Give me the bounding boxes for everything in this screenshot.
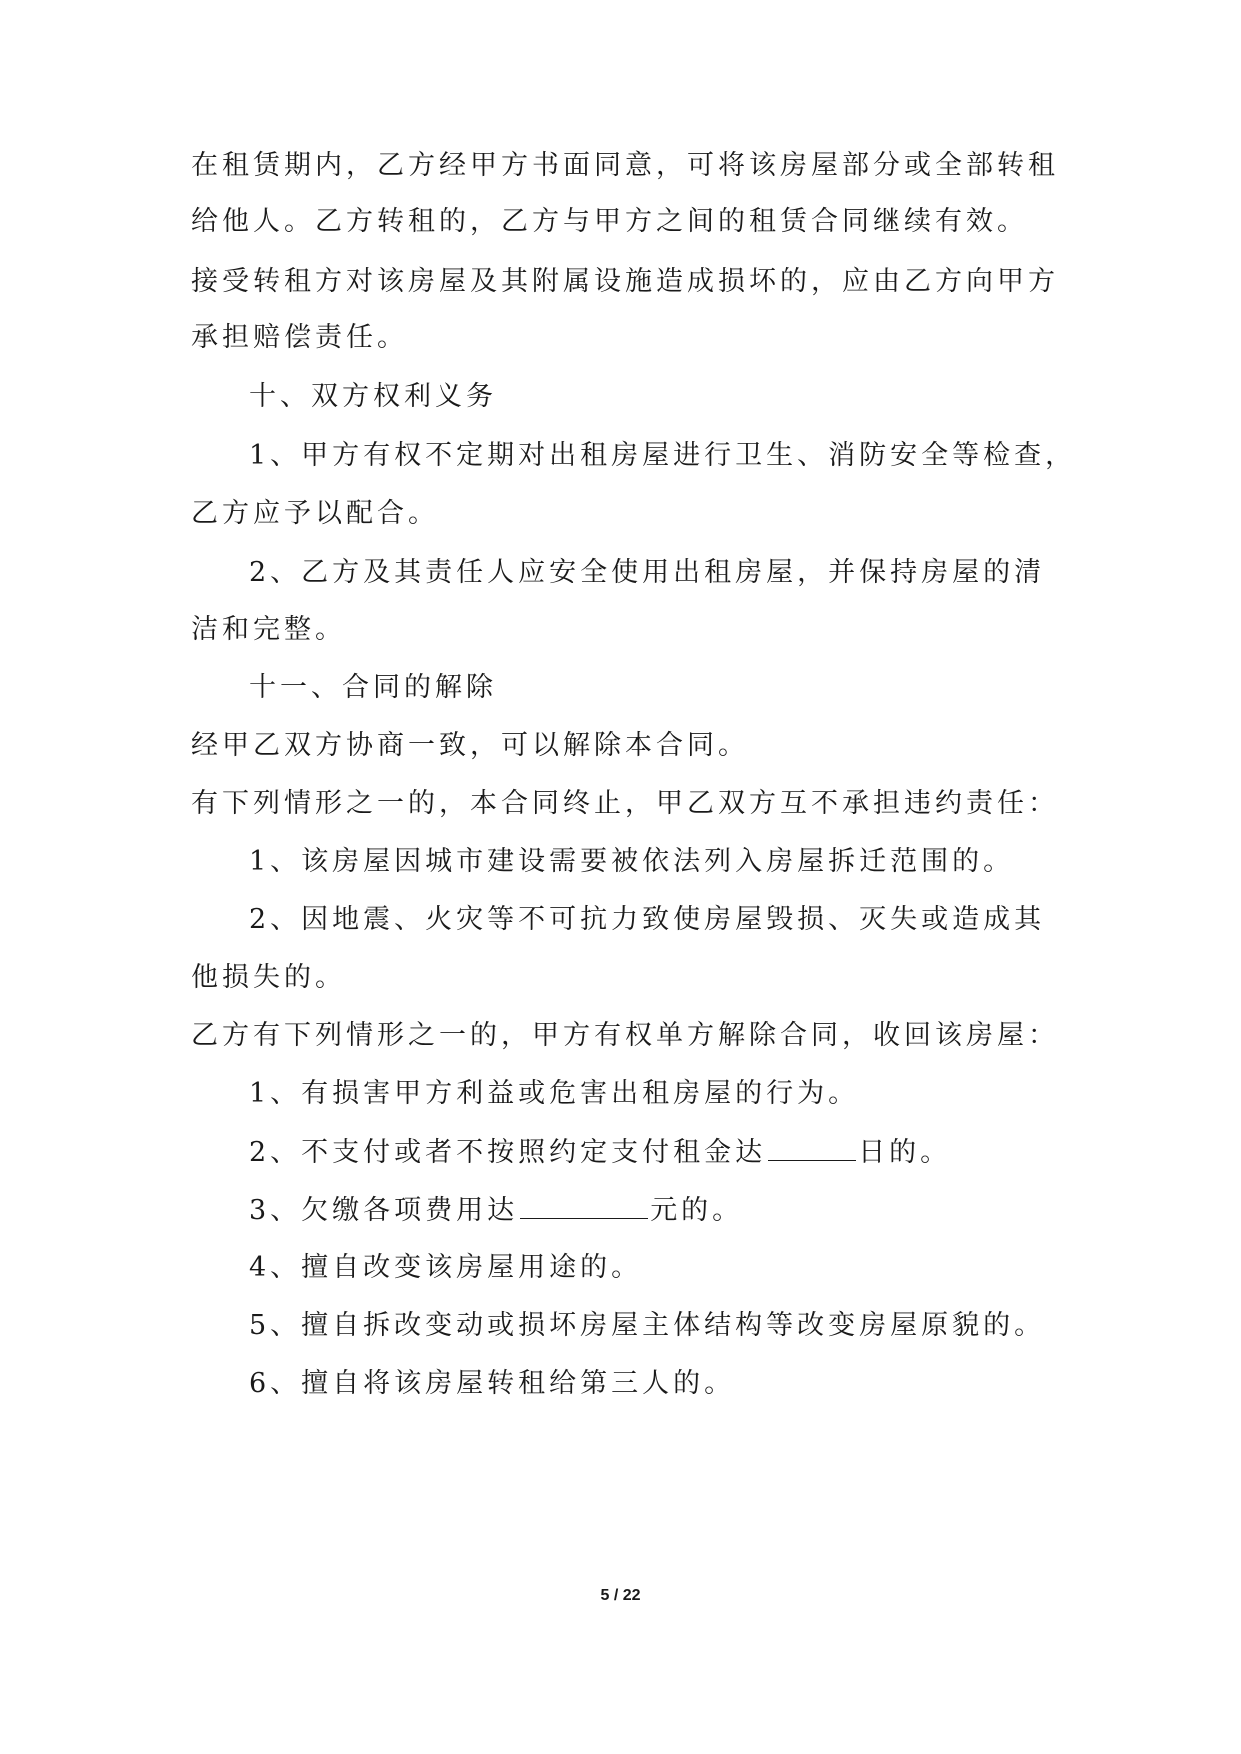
clause-text: 2、不支付或者不按照约定支付租金达 xyxy=(249,1137,767,1168)
paragraph-line: 给他人。乙方转租的，乙方与甲方之间的租赁合同继续有效。 xyxy=(191,206,1028,237)
clause-line: 洁和完整。 xyxy=(191,614,346,645)
paragraph-line: 经甲乙双方协商一致，可以解除本合同。 xyxy=(191,730,749,761)
clause-line: 2、因地震、火灾等不可抗力致使房屋毁损、灭失或造成其 xyxy=(249,904,1046,935)
clause-text: 日的。 xyxy=(858,1137,952,1168)
clause-line: 1、该房屋因城市建设需要被依法列入房屋拆迁范围的。 xyxy=(249,846,1015,877)
fill-in-blank-days xyxy=(768,1132,856,1161)
clause-text: 3、欠缴各项费用达 xyxy=(249,1195,519,1226)
clause-line-fee-arrears xyxy=(249,1190,1071,1230)
paragraph-line: 乙方有下列情形之一的，甲方有权单方解除合同，收回该房屋： xyxy=(191,1020,1059,1051)
clause-line: 乙方应予以配合。 xyxy=(191,498,439,529)
fill-in-blank-amount xyxy=(520,1190,648,1219)
clause-line: 1、有损害甲方利益或危害出租房屋的行为。 xyxy=(249,1078,860,1109)
paragraph-line: 承担赔偿责任。 xyxy=(191,322,408,353)
paragraph-line: 有下列情形之一的，本合同终止，甲乙双方互不承担违约责任： xyxy=(191,788,1059,819)
paragraph-line: 接受转租方对该房屋及其附属设施造成损坏的，应由乙方向甲方 xyxy=(191,266,1059,297)
section-heading-rights: 十、双方权利义务 xyxy=(249,381,497,412)
clause-line: 1、甲方有权不定期对出租房屋进行卫生、消防安全等检查， xyxy=(249,440,1077,471)
clause-line: 他损失的。 xyxy=(191,962,346,993)
section-heading-termination: 十一、合同的解除 xyxy=(249,672,497,703)
clause-text: 元的。 xyxy=(650,1195,744,1226)
clause-line: 2、乙方及其责任人应安全使用出租房屋，并保持房屋的清 xyxy=(249,557,1046,588)
clause-line: 4、擅自改变该房屋用途的。 xyxy=(249,1252,643,1283)
paragraph-line: 在租赁期内，乙方经甲方书面同意，可将该房屋部分或全部转租 xyxy=(191,150,1059,181)
clause-line-rent-arrears xyxy=(249,1132,1071,1172)
clause-line: 6、擅自将该房屋转租给第三人的。 xyxy=(249,1368,736,1399)
page-number: 5 / 22 xyxy=(600,1587,641,1604)
clause-line: 5、擅自拆改变动或损坏房屋主体结构等改变房屋原貌的。 xyxy=(249,1310,1046,1341)
